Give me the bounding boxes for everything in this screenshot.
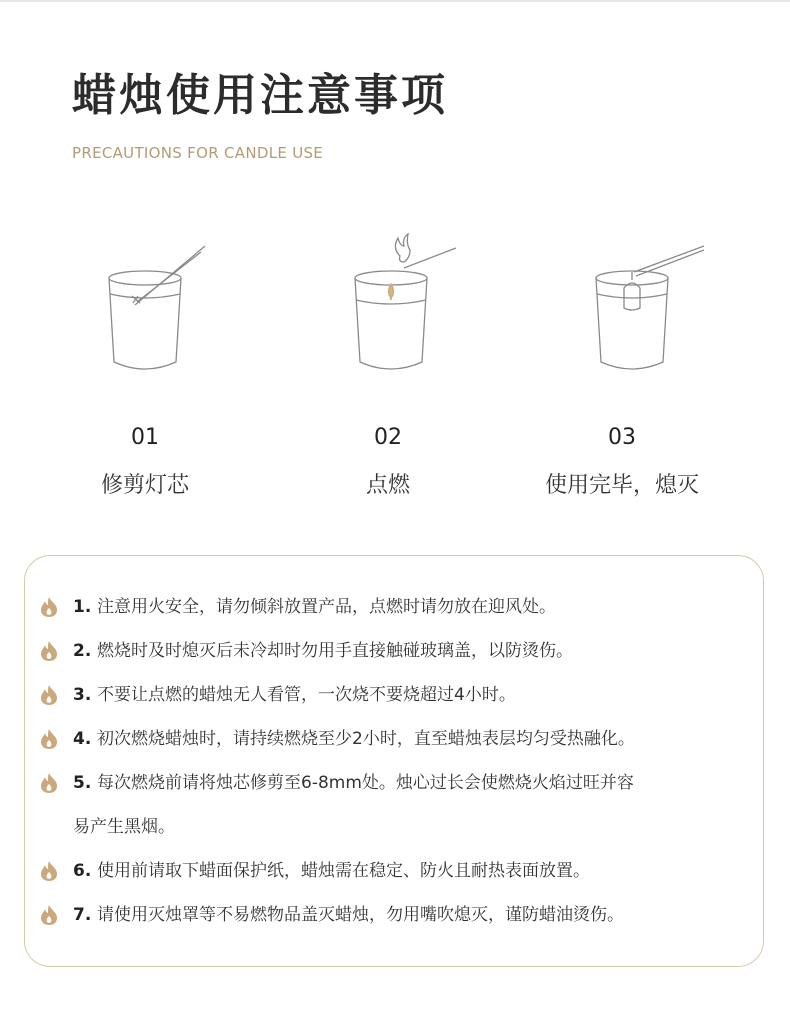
step-label: 修剪灯芯 (100, 473, 189, 498)
note-number: 4. (73, 729, 92, 749)
flame-icon (39, 640, 59, 662)
note-number: 7. (73, 905, 92, 925)
note-number: 6. (73, 861, 92, 881)
step-number: 02 (374, 425, 402, 450)
note-number: 5. (73, 773, 92, 793)
note-text: 使用前请取下蜡面保护纸，蜡烛需在稳定、防火且耐热表面放置。 (97, 861, 590, 881)
note-text: 燃烧时及时熄灭后未冷却时勿用手直接触碰玻璃盖，以防烫伤。 (97, 641, 573, 661)
note-text: 每次燃烧前请将烛芯修剪至6-8mm处。烛心过长会使燃烧火焰过旺并容 (97, 773, 634, 793)
step-number: 03 (608, 425, 636, 450)
step-trim-wick (45, 230, 245, 510)
note-text: 请使用灭烛罩等不易燃物品盖灭蜡烛，勿用嘴吹熄灭，谨防蜡油烫伤。 (97, 905, 624, 925)
top-divider (0, 0, 790, 2)
step-number: 01 (131, 425, 159, 450)
flame-icon (39, 772, 59, 794)
page-title: 蜡烛使用注意事项 (72, 70, 448, 121)
note-text: 初次燃烧蜡烛时，请持续燃烧至少2小时，直至蜡烛表层均匀受热融化。 (97, 729, 635, 749)
note-text: 不要让点燃的蜡烛无人看管，一次烧不要烧超过4小时。 (97, 685, 516, 705)
page-subtitle: PRECAUTIONS FOR CANDLE USE (72, 144, 324, 162)
trim-wick-icon (95, 230, 265, 380)
note-text-continued: 易产生黑烟。 (73, 817, 175, 837)
step-label: 点燃 (365, 473, 410, 498)
flame-icon (39, 860, 59, 882)
note-item (39, 772, 749, 838)
step-light (288, 230, 488, 510)
precautions-box (24, 555, 764, 967)
note-text: 注意用火安全，请勿倾斜放置产品，点燃时请勿放在迎风处。 (97, 597, 556, 617)
flame-icon (39, 728, 59, 750)
note-number: 3. (73, 685, 92, 705)
flame-icon (39, 904, 59, 926)
extinguish-candle-icon (572, 230, 742, 380)
flame-icon (39, 596, 59, 618)
flame-icon (39, 684, 59, 706)
steps-section (0, 230, 790, 510)
note-number: 2. (73, 641, 92, 661)
step-extinguish (522, 230, 722, 510)
step-label: 使用完毕，熄灭 (544, 473, 699, 498)
light-candle-icon (338, 230, 508, 380)
note-number: 1. (73, 597, 92, 617)
